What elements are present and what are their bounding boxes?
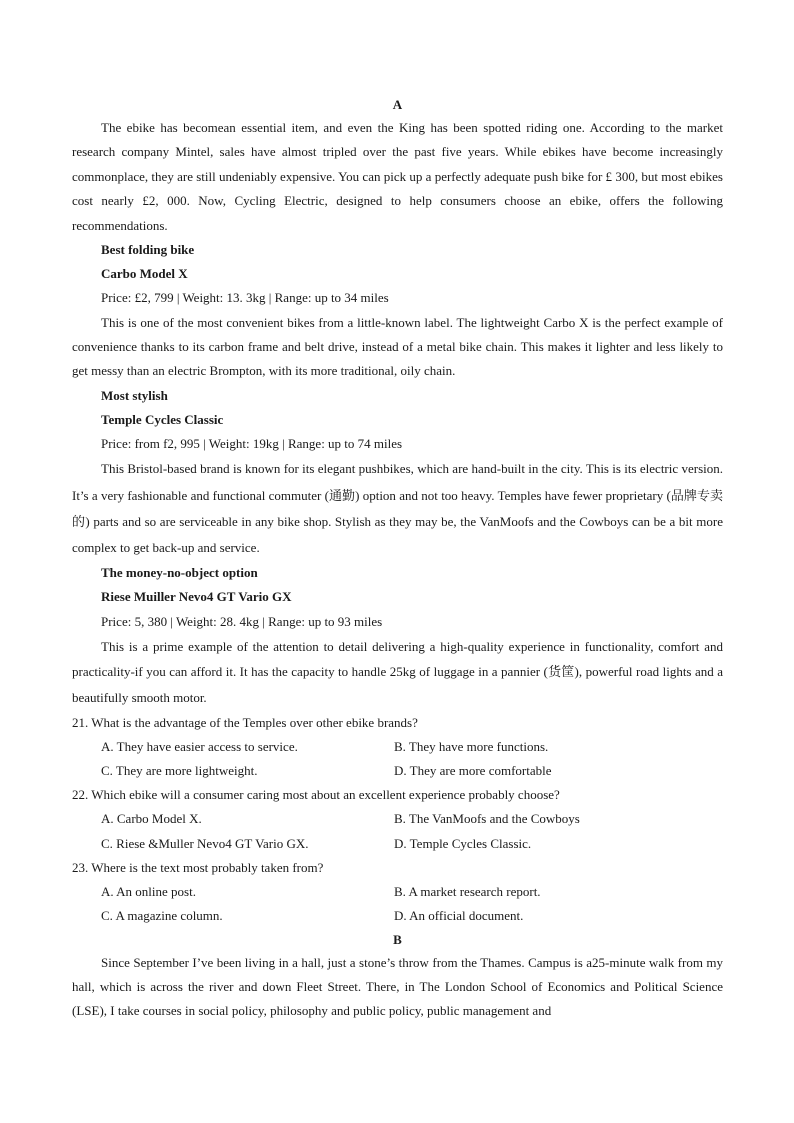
bike-name: Carbo Model X [101, 266, 188, 282]
bike-specs: Price: £2, 799 | Weight: 13. 3kg | Range: up to 34 miles [101, 290, 389, 306]
option-d[interactable]: D. Temple Cycles Classic. [394, 835, 532, 851]
section-b-intro: Since September I’ve been living in a hall, just a stone’s throw from the Thames. Campus is a25-minute walk from my hall, which is across the river and down Fleet Street. There, in The London School of Economics and Political Science (LSE), I take courses in social policy, philosophy and public policy, public management and [72, 954, 723, 1019]
option-a[interactable]: A. They have easier access to service. [101, 738, 298, 754]
bike-description: This Bristol-based brand is known for its elegant pushbikes, which are hand-built in the city. This is its electric version. It’s a very fashionable and functional commuter (通勤) option and not too heavy. Temples have fewer proprietary (品牌专卖的) parts and so are serviceable in any bike shop. Stylish as they may be, the VanMoofs and the Cowboys can be a bit more complex to get back-up and service. [72, 461, 723, 556]
bike-specs: Price: from f2, 995 | Weight: 19kg | Range: up to 74 miles [101, 436, 403, 452]
bike-category: The money-no-object option [101, 565, 258, 581]
option-a[interactable]: A. Carbo Model X. [101, 811, 202, 827]
bike-description: This is one of the most convenient bikes from a little-known label. The lightweight Carbo X is the perfect example of convenience thanks to its carbon frame and belt drive, instead of a metal bike chain. This makes it lighter and less likely to get messy than an electric Brompton, with its more traditional, oily chain. [72, 314, 723, 379]
question-stem: 22. Which ebike will a consumer caring most about an excellent experience probably choose? [72, 787, 560, 803]
section-a-heading: A [392, 97, 403, 112]
exam-page [72, 94, 723, 1024]
bike-specs: Price: 5, 380 | Weight: 28. 4kg | Range: up to 93 miles [101, 613, 383, 629]
question-stem: 21. What is the advantage of the Temples over other ebike brands? [72, 714, 418, 730]
question-stem: 23. Where is the text most probably taken from? [72, 859, 324, 875]
option-c[interactable]: C. They are more lightweight. [101, 763, 258, 779]
bike-category: Most stylish [101, 387, 168, 403]
question-options [72, 807, 723, 855]
option-a[interactable]: A. An online post. [101, 884, 196, 900]
section-a-intro: The ebike has becomean essential item, and even the King has been spotted riding one. According to the market research company Mintel, sales have almost tripled over the past five years. While ebikes have become increasingly commonplace, they are still undeniably expensive. You can pick up a perfectly adequate push bike for £ 300, but most ebikes cost nearly £2, 000. Now, Cycling Electric, designed to help consumers choose an ebike, offers the following recommendations. [72, 120, 723, 233]
bike-name: Riese Muiller Nevo4 GT Vario GX [101, 589, 292, 605]
section-b-heading: B [393, 931, 402, 947]
bike-entry [72, 238, 723, 384]
bike-category: Best folding bike [101, 242, 195, 258]
bike-name: Temple Cycles Classic [101, 412, 224, 428]
question [72, 856, 723, 929]
option-b[interactable]: B. A market research report. [394, 884, 541, 900]
option-b[interactable]: B. They have more functions. [394, 738, 549, 754]
option-c[interactable]: C. Riese &Muller Nevo4 GT Vario GX. [101, 835, 309, 851]
question-options [72, 735, 723, 783]
question [72, 711, 723, 784]
bike-entry [72, 384, 723, 561]
option-b[interactable]: B. The VanMoofs and the Cowboys [394, 811, 580, 827]
bike-entry [72, 561, 723, 710]
question-options [72, 880, 723, 928]
option-c[interactable]: C. A magazine column. [101, 908, 223, 924]
option-d[interactable]: D. An official document. [394, 908, 524, 924]
option-d[interactable]: D. They are more comfortable [394, 763, 552, 779]
question [72, 783, 723, 856]
bike-description: This is a prime example of the attention to detail delivering a high-quality experience in functionality, comfort and practicality-if you can afford it. It has the capacity to handle 25kg of luggage in a pannier (货筐), powerful road lights and a beautifully smooth motor. [72, 638, 723, 706]
